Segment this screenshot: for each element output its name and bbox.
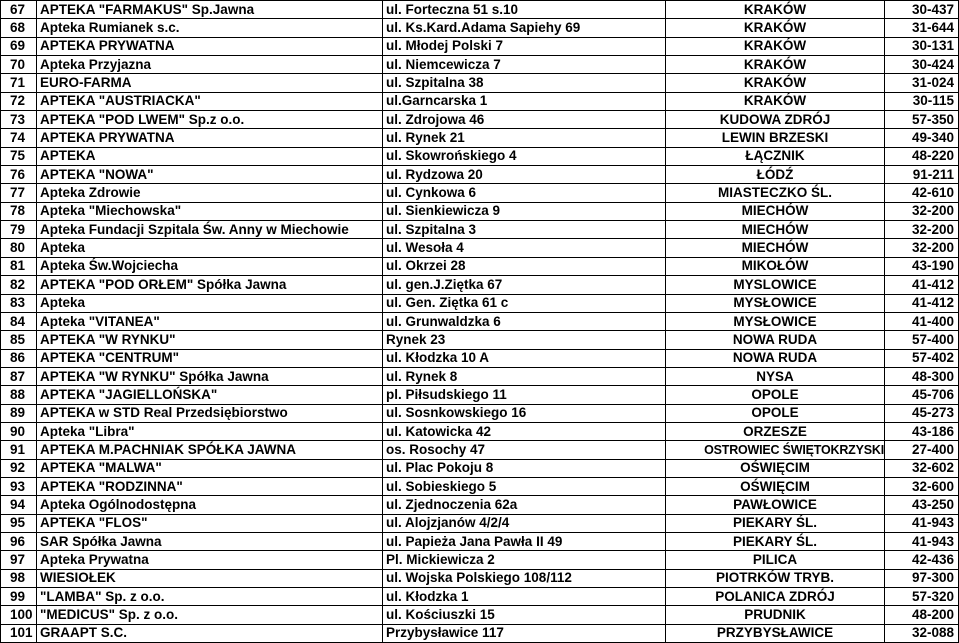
row-number: 75 bbox=[1, 147, 37, 165]
table-row bbox=[1, 422, 959, 440]
table-row bbox=[1, 202, 959, 220]
postal-code: 31-024 bbox=[885, 74, 959, 92]
city: ŁĄCZNIK bbox=[666, 147, 885, 165]
city: MIASTECZKO ŚL. bbox=[666, 184, 885, 202]
table-row bbox=[1, 551, 959, 569]
row-number: 87 bbox=[1, 367, 37, 385]
table-row bbox=[1, 19, 959, 37]
pharmacy-name: "MEDICUS" Sp. z o.o. bbox=[37, 606, 383, 624]
postal-code: 41-400 bbox=[885, 312, 959, 330]
postal-code: 45-273 bbox=[885, 404, 959, 422]
pharmacy-name: APTEKA bbox=[37, 147, 383, 165]
pharmacy-name: APTEKA "RODZINNA" bbox=[37, 477, 383, 495]
postal-code: 32-600 bbox=[885, 477, 959, 495]
postal-code: 30-424 bbox=[885, 56, 959, 74]
row-number: 94 bbox=[1, 496, 37, 514]
street-address: ul. Wesoła 4 bbox=[383, 239, 666, 257]
street-address: ul. Szpitalna 3 bbox=[383, 221, 666, 239]
row-number: 83 bbox=[1, 294, 37, 312]
pharmacy-name: APTEKA "CENTRUM" bbox=[37, 349, 383, 367]
pharmacy-name: APTEKA w STD Real Przedsiębiorstwo bbox=[37, 404, 383, 422]
street-address: ul. Niemcewicza 7 bbox=[383, 56, 666, 74]
table-row bbox=[1, 184, 959, 202]
street-address: Przybysławice 117 bbox=[383, 624, 666, 642]
pharmacy-name: Apteka Prywatna bbox=[37, 551, 383, 569]
pharmacy-name: Apteka "Libra" bbox=[37, 422, 383, 440]
postal-code: 48-300 bbox=[885, 367, 959, 385]
street-address: ul.Garncarska 1 bbox=[383, 92, 666, 110]
pharmacy-name: GRAAPT S.C. bbox=[37, 624, 383, 642]
row-number: 68 bbox=[1, 19, 37, 37]
row-number: 79 bbox=[1, 221, 37, 239]
postal-code: 57-400 bbox=[885, 331, 959, 349]
city: MYSŁOWICE bbox=[666, 312, 885, 330]
city: PIEKARY ŚL. bbox=[666, 532, 885, 550]
row-number: 72 bbox=[1, 92, 37, 110]
row-number: 73 bbox=[1, 111, 37, 129]
table-row bbox=[1, 606, 959, 624]
table-row bbox=[1, 404, 959, 422]
city: PAWŁOWICE bbox=[666, 496, 885, 514]
postal-code: 41-412 bbox=[885, 276, 959, 294]
row-number: 80 bbox=[1, 239, 37, 257]
city: KRAKÓW bbox=[666, 19, 885, 37]
postal-code: 57-320 bbox=[885, 588, 959, 606]
street-address: ul. Sienkiewicza 9 bbox=[383, 202, 666, 220]
table-row bbox=[1, 37, 959, 55]
postal-code: 48-220 bbox=[885, 147, 959, 165]
table-row bbox=[1, 239, 959, 257]
street-address: os. Rosochy 47 bbox=[383, 441, 666, 459]
pharmacy-name: APTEKA "W RYNKU" bbox=[37, 331, 383, 349]
row-number: 74 bbox=[1, 129, 37, 147]
city: PRZYBYSŁAWICE bbox=[666, 624, 885, 642]
street-address: ul. Gen. Ziętka 61 c bbox=[383, 294, 666, 312]
street-address: ul. Zjednoczenia 62a bbox=[383, 496, 666, 514]
city: PIOTRKÓW TRYB. bbox=[666, 569, 885, 587]
street-address: ul. Rynek 8 bbox=[383, 367, 666, 385]
street-address: ul. Kłodzka 1 bbox=[383, 588, 666, 606]
postal-code: 43-190 bbox=[885, 257, 959, 275]
pharmacy-name: APTEKA "POD LWEM" Sp.z o.o. bbox=[37, 111, 383, 129]
city: ŁÓDŹ bbox=[666, 166, 885, 184]
pharmacy-name: SAR Spółka Jawna bbox=[37, 532, 383, 550]
row-number: 98 bbox=[1, 569, 37, 587]
city: PILICA bbox=[666, 551, 885, 569]
row-number: 78 bbox=[1, 202, 37, 220]
table-row bbox=[1, 257, 959, 275]
table-row bbox=[1, 294, 959, 312]
pharmacy-name: Apteka Zdrowie bbox=[37, 184, 383, 202]
postal-code: 57-402 bbox=[885, 349, 959, 367]
postal-code: 32-200 bbox=[885, 202, 959, 220]
row-number: 88 bbox=[1, 386, 37, 404]
city: KRAKÓW bbox=[666, 74, 885, 92]
pharmacy-name: APTEKA "MALWA" bbox=[37, 459, 383, 477]
row-number: 91 bbox=[1, 441, 37, 459]
pharmacy-name: Apteka Fundacji Szpitala Św. Anny w Miechowie bbox=[37, 221, 383, 239]
postal-code: 41-943 bbox=[885, 532, 959, 550]
table-row bbox=[1, 514, 959, 532]
street-address: ul. Plac Pokoju 8 bbox=[383, 459, 666, 477]
city: NOWA RUDA bbox=[666, 349, 885, 367]
pharmacy-name: Apteka Św.Wojciecha bbox=[37, 257, 383, 275]
table-row bbox=[1, 477, 959, 495]
postal-code: 32-088 bbox=[885, 624, 959, 642]
table-row bbox=[1, 147, 959, 165]
table-row bbox=[1, 312, 959, 330]
pharmacy-name: Apteka Przyjazna bbox=[37, 56, 383, 74]
row-number: 70 bbox=[1, 56, 37, 74]
postal-code: 30-115 bbox=[885, 92, 959, 110]
postal-code: 41-943 bbox=[885, 514, 959, 532]
table-row bbox=[1, 74, 959, 92]
postal-code: 30-437 bbox=[885, 1, 959, 19]
row-number: 77 bbox=[1, 184, 37, 202]
pharmacy-name: APTEKA "FARMAKUS" Sp.Jawna bbox=[37, 1, 383, 19]
street-address: ul. Ks.Kard.Adama Sapiehy 69 bbox=[383, 19, 666, 37]
row-number: 69 bbox=[1, 37, 37, 55]
pharmacy-name: APTEKA "W RYNKU" Spółka Jawna bbox=[37, 367, 383, 385]
pharmacy-name: Apteka "Miechowska" bbox=[37, 202, 383, 220]
city: KRAKÓW bbox=[666, 1, 885, 19]
postal-code: 43-250 bbox=[885, 496, 959, 514]
pharmacy-name: Apteka "VITANEA" bbox=[37, 312, 383, 330]
street-address: pl. Piłsudskiego 11 bbox=[383, 386, 666, 404]
street-address: ul. Szpitalna 38 bbox=[383, 74, 666, 92]
city: MIECHÓW bbox=[666, 221, 885, 239]
postal-code: 97-300 bbox=[885, 569, 959, 587]
table-row bbox=[1, 349, 959, 367]
street-address: ul. Alojzjanów 4/2/4 bbox=[383, 514, 666, 532]
street-address: ul. Młodej Polski 7 bbox=[383, 37, 666, 55]
row-number: 82 bbox=[1, 276, 37, 294]
city: MIECHÓW bbox=[666, 202, 885, 220]
table-row bbox=[1, 56, 959, 74]
table-body bbox=[1, 1, 959, 643]
city: OPOLE bbox=[666, 386, 885, 404]
row-number: 99 bbox=[1, 588, 37, 606]
city: OSTROWIEC ŚWIĘTOKRZYSKI bbox=[666, 441, 885, 459]
city: OPOLE bbox=[666, 404, 885, 422]
pharmacy-name: Apteka Ogólnodostępna bbox=[37, 496, 383, 514]
city: MIECHÓW bbox=[666, 239, 885, 257]
pharmacy-name: "LAMBA" Sp. z o.o. bbox=[37, 588, 383, 606]
street-address: ul. Sobieskiego 5 bbox=[383, 477, 666, 495]
postal-code: 32-200 bbox=[885, 239, 959, 257]
city: KRAKÓW bbox=[666, 92, 885, 110]
table-row bbox=[1, 386, 959, 404]
table-row bbox=[1, 532, 959, 550]
pharmacy-name: APTEKA "AUSTRIACKA" bbox=[37, 92, 383, 110]
row-number: 86 bbox=[1, 349, 37, 367]
row-number: 93 bbox=[1, 477, 37, 495]
city: NYSA bbox=[666, 367, 885, 385]
table-row bbox=[1, 459, 959, 477]
row-number: 96 bbox=[1, 532, 37, 550]
table-row bbox=[1, 276, 959, 294]
table-row bbox=[1, 496, 959, 514]
pharmacy-name: APTEKA "NOWA" bbox=[37, 166, 383, 184]
city: OŚWIĘCIM bbox=[666, 477, 885, 495]
city: KRAKÓW bbox=[666, 37, 885, 55]
street-address: ul. Katowicka 42 bbox=[383, 422, 666, 440]
postal-code: 32-200 bbox=[885, 221, 959, 239]
street-address: ul. Sosnkowskiego 16 bbox=[383, 404, 666, 422]
street-address: ul. Skowrońskiego 4 bbox=[383, 147, 666, 165]
table-row bbox=[1, 441, 959, 459]
postal-code: 45-706 bbox=[885, 386, 959, 404]
street-address: ul. Papieża Jana Pawła II 49 bbox=[383, 532, 666, 550]
pharmacy-name: Apteka bbox=[37, 294, 383, 312]
street-address: ul. Rydzowa 20 bbox=[383, 166, 666, 184]
street-address: ul. Wojska Polskiego 108/112 bbox=[383, 569, 666, 587]
table-row bbox=[1, 624, 959, 642]
table-row bbox=[1, 166, 959, 184]
row-number: 71 bbox=[1, 74, 37, 92]
table-row bbox=[1, 111, 959, 129]
row-number: 100 bbox=[1, 606, 37, 624]
city: KRAKÓW bbox=[666, 56, 885, 74]
postal-code: 27-400 bbox=[885, 441, 959, 459]
city: KUDOWA ZDRÓJ bbox=[666, 111, 885, 129]
pharmacy-name: APTEKA PRYWATNA bbox=[37, 129, 383, 147]
street-address: ul. Rynek 21 bbox=[383, 129, 666, 147]
city: POLANICA ZDRÓJ bbox=[666, 588, 885, 606]
street-address: ul. Cynkowa 6 bbox=[383, 184, 666, 202]
table-row bbox=[1, 221, 959, 239]
pharmacy-name: APTEKA PRYWATNA bbox=[37, 37, 383, 55]
street-address: ul. Kłodzka 10 A bbox=[383, 349, 666, 367]
pharmacy-name: APTEKA "JAGIELLOŃSKA" bbox=[37, 386, 383, 404]
street-address: Rynek 23 bbox=[383, 331, 666, 349]
postal-code: 31-644 bbox=[885, 19, 959, 37]
pharmacy-name: Apteka bbox=[37, 239, 383, 257]
row-number: 89 bbox=[1, 404, 37, 422]
postal-code: 49-340 bbox=[885, 129, 959, 147]
postal-code: 32-602 bbox=[885, 459, 959, 477]
row-number: 85 bbox=[1, 331, 37, 349]
row-number: 90 bbox=[1, 422, 37, 440]
city: PIEKARY ŚL. bbox=[666, 514, 885, 532]
table-row bbox=[1, 569, 959, 587]
row-number: 84 bbox=[1, 312, 37, 330]
row-number: 97 bbox=[1, 551, 37, 569]
city: MYSLOWICE bbox=[666, 276, 885, 294]
pharmacy-name: APTEKA "POD ORŁEM" Spółka Jawna bbox=[37, 276, 383, 294]
row-number: 92 bbox=[1, 459, 37, 477]
street-address: ul. Okrzei 28 bbox=[383, 257, 666, 275]
street-address: ul. Forteczna 51 s.10 bbox=[383, 1, 666, 19]
postal-code: 42-610 bbox=[885, 184, 959, 202]
city: PRUDNIK bbox=[666, 606, 885, 624]
row-number: 76 bbox=[1, 166, 37, 184]
city: LEWIN BRZESKI bbox=[666, 129, 885, 147]
city: NOWA RUDA bbox=[666, 331, 885, 349]
row-number: 67 bbox=[1, 1, 37, 19]
street-address: ul. Kościuszki 15 bbox=[383, 606, 666, 624]
row-number: 101 bbox=[1, 624, 37, 642]
pharmacy-name: APTEKA "FLOS" bbox=[37, 514, 383, 532]
city: ORZESZE bbox=[666, 422, 885, 440]
table-row bbox=[1, 588, 959, 606]
row-number: 81 bbox=[1, 257, 37, 275]
postal-code: 43-186 bbox=[885, 422, 959, 440]
street-address: ul. gen.J.Ziętka 67 bbox=[383, 276, 666, 294]
postal-code: 91-211 bbox=[885, 166, 959, 184]
pharmacy-name: Apteka Rumianek s.c. bbox=[37, 19, 383, 37]
pharmacy-name: WIESIOŁEK bbox=[37, 569, 383, 587]
city: MYSŁOWICE bbox=[666, 294, 885, 312]
table-row bbox=[1, 92, 959, 110]
pharmacy-name: APTEKA M.PACHNIAK SPÓŁKA JAWNA bbox=[37, 441, 383, 459]
pharmacy-name: EURO-FARMA bbox=[37, 74, 383, 92]
table-row bbox=[1, 367, 959, 385]
table-row bbox=[1, 331, 959, 349]
table-row bbox=[1, 129, 959, 147]
table-row bbox=[1, 1, 959, 19]
street-address: ul. Zdrojowa 46 bbox=[383, 111, 666, 129]
city: OŚWIĘCIM bbox=[666, 459, 885, 477]
city: MIKOŁÓW bbox=[666, 257, 885, 275]
street-address: ul. Grunwaldzka 6 bbox=[383, 312, 666, 330]
street-address: Pl. Mickiewicza 2 bbox=[383, 551, 666, 569]
postal-code: 42-436 bbox=[885, 551, 959, 569]
row-number: 95 bbox=[1, 514, 37, 532]
postal-code: 48-200 bbox=[885, 606, 959, 624]
postal-code: 41-412 bbox=[885, 294, 959, 312]
postal-code: 30-131 bbox=[885, 37, 959, 55]
postal-code: 57-350 bbox=[885, 111, 959, 129]
